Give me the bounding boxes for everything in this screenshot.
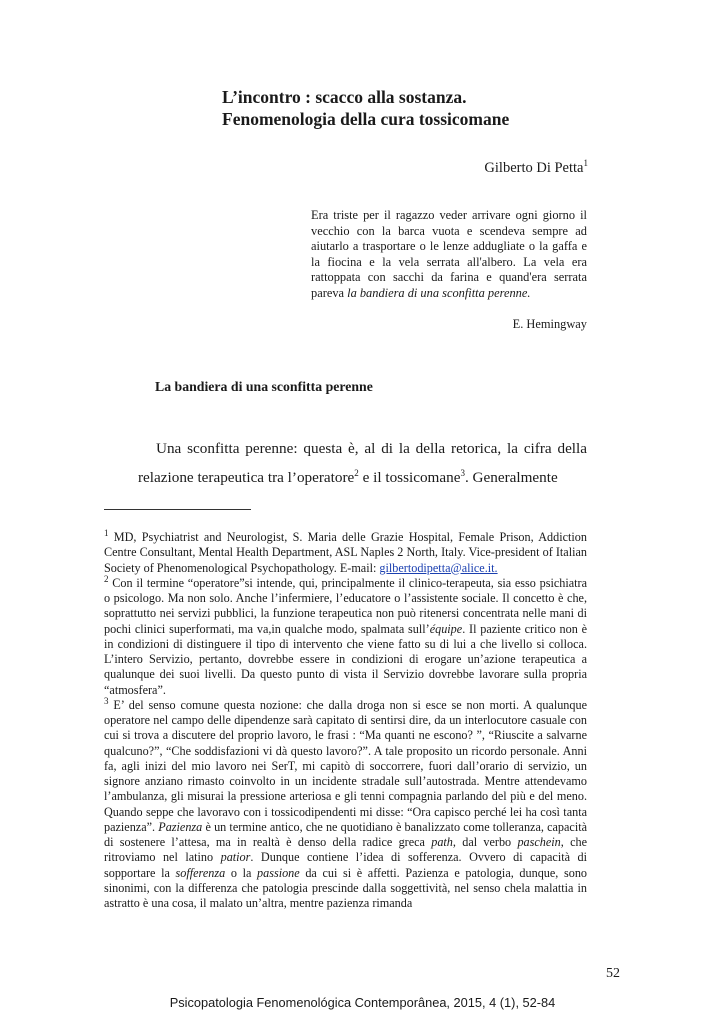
- footnote-2-text-a: Con il termine “operatore”si intende, qui, principalmente il clinico-terapeuta, sia esso psichiatra o psicologo. Ma non solo. Anche l’infermiere, l’educatore o l’assistente sociale. Il concetto è che, soprattutto nei servizi pubblici, la funzione terapeutica non può ritenersi concentrata nelle mani di pochi clinici superformati, ma va,in qualche modo, spalmata sull’: [104, 575, 587, 636]
- footnote-2-italic-a: équipe: [429, 621, 463, 636]
- footnote-3-text-a: E’ del senso comune questa nozione: che dalla droga non si esce se non morti. A qualunque operatore nel campo delle dipendenze sarà capitato di sentirsi dire, da un interlocutore casuale con cui si trova a discutere del proprio lavoro, le frasi : “Ma quanti ne escono? ”, “Riuscite a salvarne qualcuno?”, “Che soddisfazioni vi dà questo lavoro?”. A tale proposito un ricordo personale. Anni fa, agli inizi del mio lavoro nei SerT, mi capitò di soccorrere, fuori dall’orario di servizio, un signore anziano rimasto coinvolto in un incidente stradale sull’autostrada. Mentre attendevamo l’ambulanza, gli misurai la pressione arteriosa e gli tenni compagnia parlando del più e del meno. Quando seppe che lavoravo con i tossicodipendenti mi disse: “Ora capisco perché lei ha così tanta pazienza”.: [104, 697, 587, 834]
- epigraph-quote: Era triste per il ragazzo veder arrivare ogni giorno il vecchio con la barca vuota e scendeva sempre ad aiutarlo a trasportare o le lenze addugliate o la gaffa e la fiocina e la vela serrata all'albero. La vela era rattoppata con sacchi da farina e quand'era serrata pareva: [311, 208, 587, 300]
- epigraph: [311, 208, 587, 302]
- author-byline: [484, 159, 588, 177]
- footnote-2-mark: 2: [104, 573, 109, 584]
- footnote-3-text-d: , che ritroviamo nel latino: [104, 835, 588, 865]
- author-email-link[interactable]: gilbertodipetta@alice.it.: [379, 560, 498, 575]
- body-paragraph: [138, 434, 587, 492]
- author-name: Gilberto Di Petta: [484, 160, 584, 176]
- footnote-ref-3[interactable]: 3: [460, 467, 465, 478]
- footnote-3-italic-d: patior: [220, 850, 251, 865]
- footnote-3-text-b: è un termine antico, che ne quotidiano è banalizzato come tolleranza, capacità di sostenere l’attesa, ma in realtà è denso della radice greca: [104, 819, 587, 849]
- footnote-ref-2[interactable]: 2: [354, 467, 359, 478]
- footnote-2: [104, 573, 587, 698]
- body-text-part-3: . Generalmente: [464, 469, 558, 486]
- footnote-1-text: MD, Psychiatrist and Neurologist, S. Maria delle Grazie Hospital, Female Prison, Addiction Centre Consultant, Mental Health Department, ASL Naples 2 North, Italy. Vice-president of Italian Society of Phenomenological Psychopathology. E-mail:: [104, 530, 587, 575]
- footnote-3-italic-e: sofferenza: [175, 865, 226, 880]
- epigraph-text: [311, 208, 587, 302]
- article-title-line-1: L’incontro : scacco alla sostanza.: [222, 87, 467, 107]
- footnote-3-text-e: . Dunque contiene l’idea di sofferenza. Ovvero di capacità di sopportare la: [104, 850, 587, 880]
- footnote-3-text-g: da cui si è affetti. Pazienza e patologia, dunque, sono sinonimi, con la differenza che patologia prescinde dalla soggettività, nel senso chela malattia in astratto è una cosa, il malato un’altra, mentre pazienza rimanda: [104, 865, 588, 910]
- footnote-3-italic-a: Pazienza: [158, 819, 203, 834]
- author-footnote-mark[interactable]: 1: [583, 158, 588, 169]
- article-title: [222, 86, 642, 130]
- footnote-2-text-b: . Il paziente critico non è in condizioni di distinguere il tipo di intervento che viene fatto su di lui a che livello si colloca. L’intero Servizio, pertanto, dovrebbe essere in condizioni di erogare un’azione terapeutica a qualunque dei suoi livelli. Da questo punto di vista il Servizio dovrebbe lavorare sulla propria “atmosfera”.: [104, 621, 587, 697]
- footnote-3-mark: 3: [104, 695, 109, 706]
- footnote-1: [104, 527, 587, 576]
- footnote-3-italic-b: path: [431, 835, 453, 849]
- footnote-3: [104, 695, 588, 912]
- journal-citation-footer: Psicopatologia Fenomenológica Contemporânea, 2015, 4 (1), 52-84: [169, 995, 556, 1010]
- epigraph-quote-italic: la bandiera di una sconfitta perenne.: [347, 285, 531, 300]
- footnote-3-italic-f: passione: [257, 865, 300, 880]
- section-heading: La bandiera di una sconfitta perenne: [155, 379, 373, 394]
- footnotes: [104, 527, 588, 911]
- footnote-3-italic-c: paschein: [517, 835, 561, 849]
- footnote-3-text-c: , dal verbo: [452, 835, 518, 849]
- epigraph-attribution: E. Hemingway: [512, 317, 587, 331]
- body-text-part-2: e il tossicomane: [358, 469, 461, 486]
- body-text-part-1: Una sconfitta perenne: questa è, al di la della retorica, la cifra della relazione terapeutica tra l’operatore: [138, 440, 587, 486]
- footnote-3-text-f: o la: [225, 865, 258, 880]
- footnote-separator: [104, 509, 251, 510]
- footnote-1-mark: 1: [104, 527, 109, 538]
- page-number: 52: [606, 966, 620, 981]
- article-title-line-2: Fenomenologia della cura tossicomane: [222, 109, 510, 129]
